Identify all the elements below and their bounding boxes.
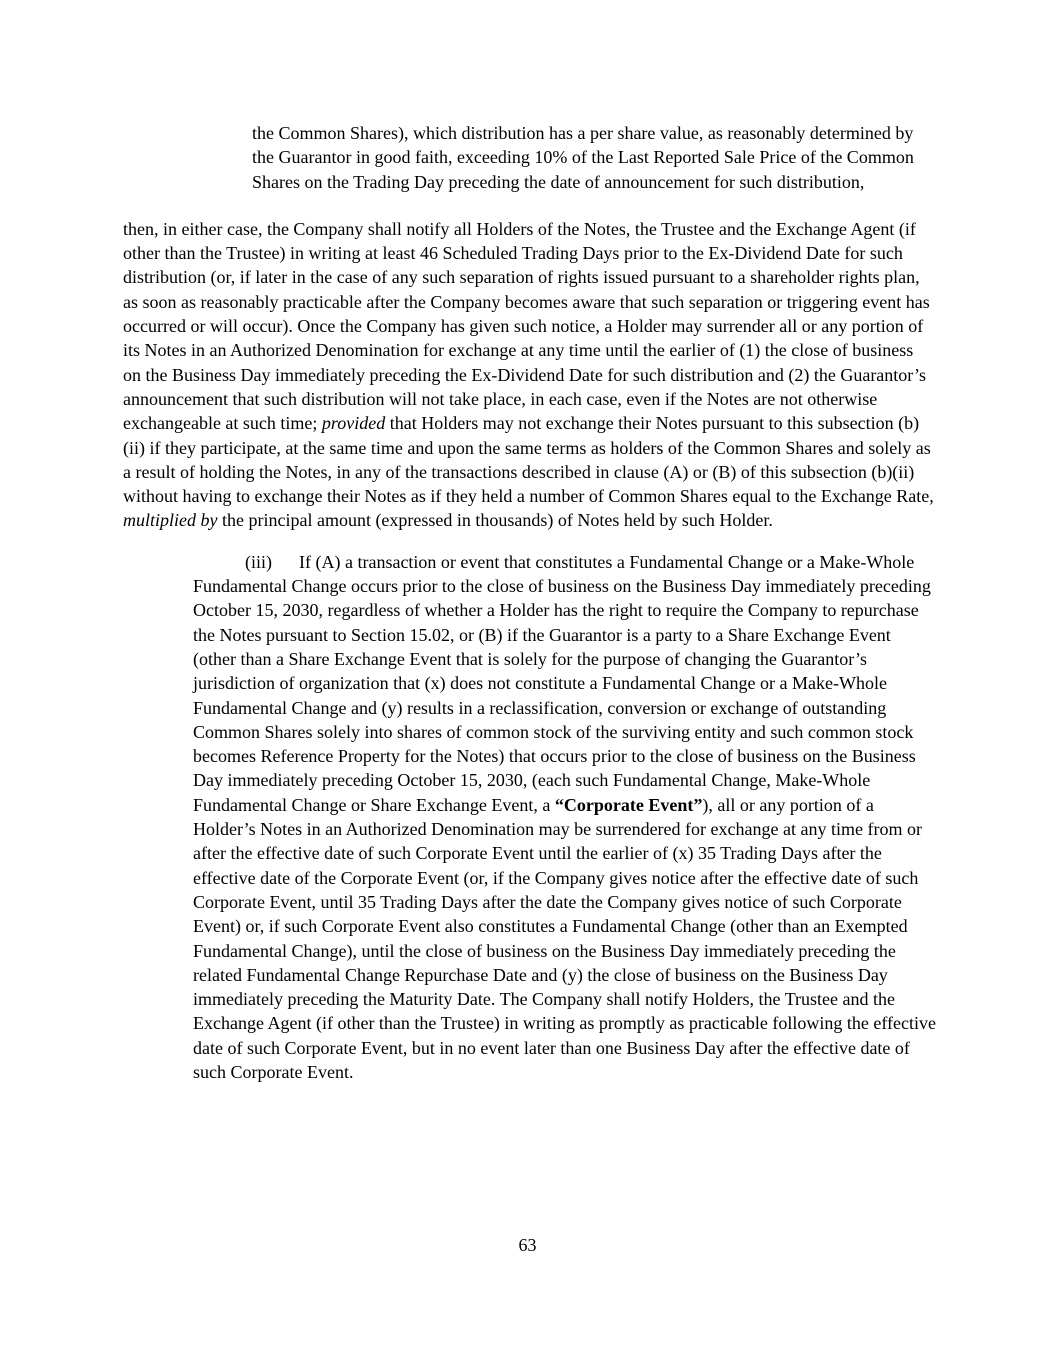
text-run: that Holders may not exchange their Notes pursuant to this subsection (b)(ii) if they participate, at the same time and upon the same terms as holders of the Common Shares and solely as a result of holding the Notes, in any of the transactions described in clause (A) or (B) of this subsection (b)(ii) without having to exchange their Notes as if they held a number of Common Shares equal to the Exchange Rate, (123, 413, 934, 507)
italic-term-multiplied-by: multiplied by (123, 510, 218, 531)
bold-defined-term-corporate-event: “Corporate Event” (554, 794, 703, 815)
body-paragraph (123, 217, 935, 533)
text-run: the principal amount (expressed in thousands) of Notes held by such Holder. (217, 510, 773, 531)
subsection-iii-paragraph (193, 550, 938, 1085)
indented-clause: the Common Shares), which distribution has a per share value, as reasonably determined by the Guarantor in good faith, exceeding 10% of the Last Reported Sale Price of the Common Shares on the Trading Day preceding the date of announcement for such distribution, (252, 123, 914, 192)
text-run: ), all or any portion of a Holder’s Notes in an Authorized Denomination may be surrendered for exchange at any time from or after the effective date of such Corporate Event until the earlier of (x) 35 Trading Days after the effective date of the Corporate Event (or, if the Company gives notice after the effective date of such Corporate Event, until 35 Trading Days after the date the Company gives notice of such Corporate Event) or, if such Corporate Event also constitutes a Fundamental Change (other than an Exempted Fundamental Change), until the close of business on the Business Day immediately preceding the related Fundamental Change Repurchase Date and (y) the close of business on the Business Day immediately preceding the Maturity Date. The Company shall notify Holders, the Trustee and the Exchange Agent (if other than the Trustee) in writing as promptly as practicable following the effective date of such Corporate Event, but in no event later than one Business Day after the effective date of such Corporate Event. (193, 794, 936, 1082)
text-run: then, in either case, the Company shall notify all Holders of the Notes, the Trustee and the Exchange Agent (if other than the Trustee) in writing at least 46 Scheduled Trading Days prior to the Ex-Dividend Date for such distribution (or, if later in the case of any such separation of rights issued pursuant to a shareholder rights plan, as soon as reasonably practicable after the Company becomes aware that such separation or triggering event has occurred or will occur). Once the Company has given such notice, a Holder may surrender all or any portion of its Notes in an Authorized Denomination for exchange at any time until the earlier of (1) the close of business on the Business Day immediately preceding the Ex-Dividend Date for such distribution and (2) the Guarantor’s announcement that such distribution will not take place, in each case, even if the Notes are not otherwise exchangeable at such time; (123, 218, 930, 434)
italic-term-provided: provided (321, 413, 386, 434)
page-number: 63 (518, 1235, 537, 1255)
list-marker-iii: (iii) (245, 551, 272, 572)
text-run: If (A) a transaction or event that constitutes a Fundamental Change or a Make-Whole Fundamental Change occurs prior to the close of business on the Business Day immediately preceding October 15, 2030, regardless of whether a Holder has the right to require the Company to repurchase the Notes pursuant to Section 15.02, or (B) if the Guarantor is a party to a Share Exchange Event (other than a Share Exchange Event that is solely for the purpose of changing the Guarantor’s jurisdiction of organization that (x) does not constitute a Fundamental Change or a Make-Whole Fundamental Change and (y) results in a reclassification, conversion or exchange of outstanding Common Shares solely into shares of common stock of the surviving entity and such common stock becomes Reference Property for the Notes) that occurs prior to the close of business on the Business Day immediately preceding October 15, 2030, (each such Fundamental Change, Make-Whole Fundamental Change or Share Exchange Event, a (193, 551, 931, 815)
